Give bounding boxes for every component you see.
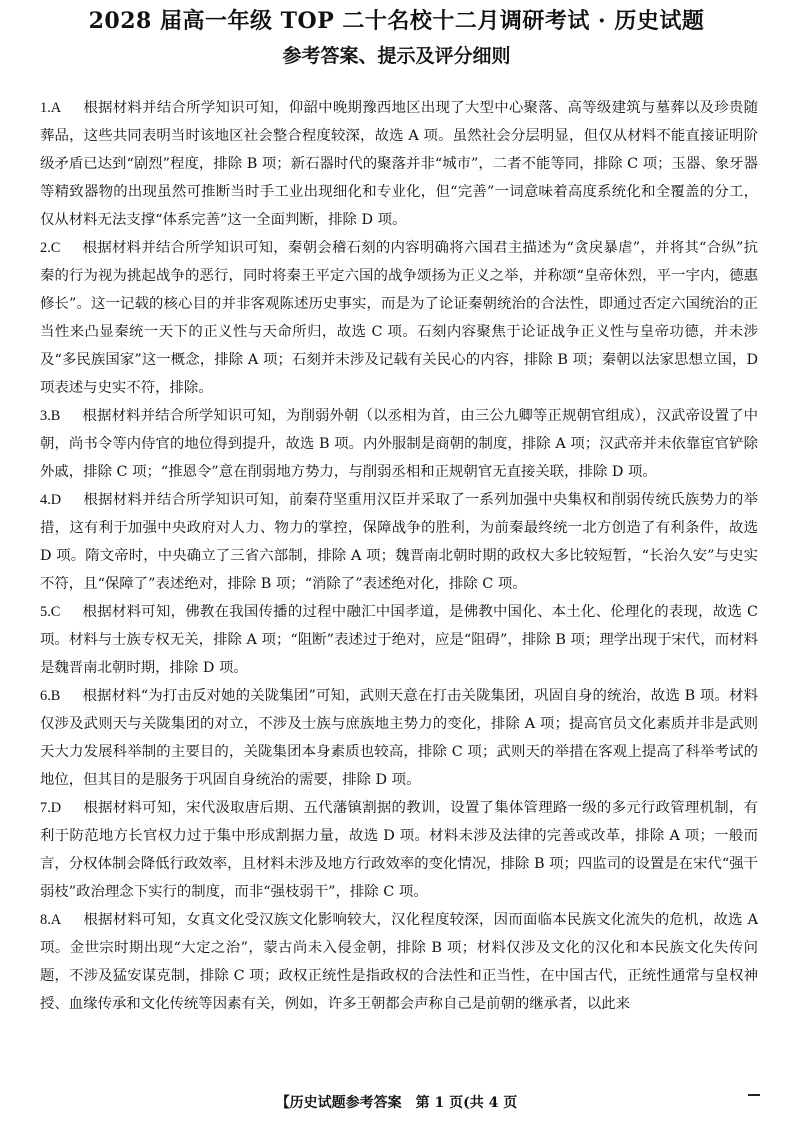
answer-number: 4.D (40, 492, 62, 508)
answer-number: 8.A (40, 912, 62, 928)
answer-number: 5.C (40, 604, 61, 620)
answer-item-1 (40, 94, 758, 234)
answer-text: 根据材料可知，佛教在我国传播的过程中融汇中国孝道，是佛教中国化、本土化、伦理化的表现，故选 C 项。材料与士族专权无关，排除 A 项；“阻断”表述过于绝对，应是“阻碍”，排除 B 项；理学出现于宋代，而材料是魏晋南北朝时期，排除 D 项。 (40, 604, 758, 676)
footer-edge-mark (748, 1094, 760, 1096)
answer-number: 6.B (40, 688, 61, 704)
answer-item-7 (40, 794, 758, 906)
answer-item-3 (40, 402, 758, 486)
answer-text: 根据材料并结合所学知识可知，前秦苻坚重用汉臣并采取了一系列加强中央集权和削弱传统氏族势力的举措，这有利于加强中央政府对人力、物力的掌控，保障战争的胜利，为前秦最终统一北方创造了有利条件，故选 D 项。隋文帝时，中央确立了三省六部制，排除 A 项；魏晋南北朝时期的政权大多比较短暂，“长治久安”与史实不符，且“保障了”表述绝对，排除 B 项；“消除了”表述绝对化，排除 C 项。 (40, 492, 758, 592)
answer-number: 2.C (40, 240, 61, 256)
answer-item-8 (40, 906, 758, 1018)
answer-number: 7.D (40, 800, 62, 816)
answer-text: 根据材料并结合所学知识可知，秦朝会稽石刻的内容明确将六国君主描述为“贪戾暴虐”，并将其“合纵”抗秦的行为视为挑起战争的恶行，同时将秦王平定六国的战争颂扬为正义之举，并称颂“皇帝休烈，平一宇内，德惠修长”。这一记载的核心目的并非客观陈述历史事实，而是为了论证秦朝统治的合法性，即通过否定六国统治的正当性来凸显秦统一天下的正义性与天命所归，故选 C 项。石刻内容聚焦于论证战争正义性与皇帝功德，并未涉及“多民族国家”这一概念，排除 A 项；石刻并未涉及记载有关民心的内容，排除 B 项；秦朝以法家思想立国，D 项表述与史实不符，排除。 (40, 240, 758, 396)
answer-text: 根据材料并结合所学知识可知，为削弱外朝（以丞相为首，由三公九卿等正规朝官组成），汉武帝设置了中朝，尚书令等内侍官的地位得到提升，故选 B 项。内外服制是商朝的制度，排除 A 项；汉武帝并未依靠宦官铲除外戚，排除 C 项；“推恩令”意在削弱地方势力，与削弱丞相和正规朝官无直接关联，排除 D 项。 (40, 408, 758, 480)
answer-list (40, 94, 758, 1018)
answer-number: 3.B (40, 408, 61, 424)
page-footer: 【历史试题参考答案 第 1 页(共 4 页 (275, 1095, 518, 1111)
answer-item-4 (40, 486, 758, 598)
answer-item-2 (40, 234, 758, 402)
page-title: 2028 届高一年级 TOP 二十名校十二月调研考试 · 历史试题 (88, 8, 705, 34)
answer-text: 根据材料可知，女真文化受汉族文化影响较大，汉化程度较深，因而面临本民族文化流失的危机，故选 A 项。金世宗时期出现“大定之治”，蒙古尚未入侵金朝，排除 B 项；材料仅涉及文化的汉化和本民族文化失传问题，不涉及猛安谋克制，排除 C 项；政权正统性是指政权的合法性和正当性，在中国古代，正统性通常与皇权神授、血缘传承和文化传统等因素有关，例如，许多王朝都会声称自己是前朝的继承者，以此来 (40, 912, 758, 1012)
answer-item-6 (40, 682, 758, 794)
answer-text: 根据材料可知，宋代汲取唐后期、五代藩镇割据的教训，设置了集体管理路一级的多元行政管理机制，有利于防范地方长官权力过于集中形成割据力量，故选 D 项。材料未涉及法律的完善或改革，排除 A 项；一般而言，分权体制会降低行政效率，且材料未涉及地方行政效率的变化情况，排除 B 项；四监司的设置是在宋代“强干弱枝”政治理念下实行的制度，而非“强枝弱干”，排除 C 项。 (40, 800, 758, 900)
answer-item-5 (40, 598, 758, 682)
answer-text: 根据材料“为打击反对她的关陇集团”可知，武则天意在打击关陇集团，巩固自身的统治，故选 B 项。材料仅涉及武则天与关陇集团的对立，不涉及士族与庶族地主势力的变化，排除 A 项；提高官员文化素质并非是武则天大力发展科举制的主要目的，关陇集团本身素质也较高，排除 C 项；武则天的举措在客观上提高了科举考试的地位，但其目的是服务于巩固自身统治的需要，排除 D 项。 (40, 688, 758, 788)
answer-text: 根据材料并结合所学知识可知，仰韶中晚期豫西地区出现了大型中心聚落、高等级建筑与墓葬以及珍贵随葬品，这些共同表明当时该地区社会整合程度较深，故选 A 项。虽然社会分层明显，但仅从材料不能直接证明阶级矛盾已达到“剧烈”程度，排除 B 项；新石器时代的聚落并非“城市”，二者不能等同，排除 C 项；玉器、象牙器等精致器物的出现虽然可推断当时手工业出现细化和专业化，但“完善”一词意味着高度系统化和全覆盖的分工，仅从材料无法支撑“体系完善”这一全面判断，排除 D 项。 (40, 100, 758, 228)
page-subtitle: 参考答案、提示及评分细则 (282, 45, 511, 67)
answer-number: 1.A (40, 100, 62, 116)
